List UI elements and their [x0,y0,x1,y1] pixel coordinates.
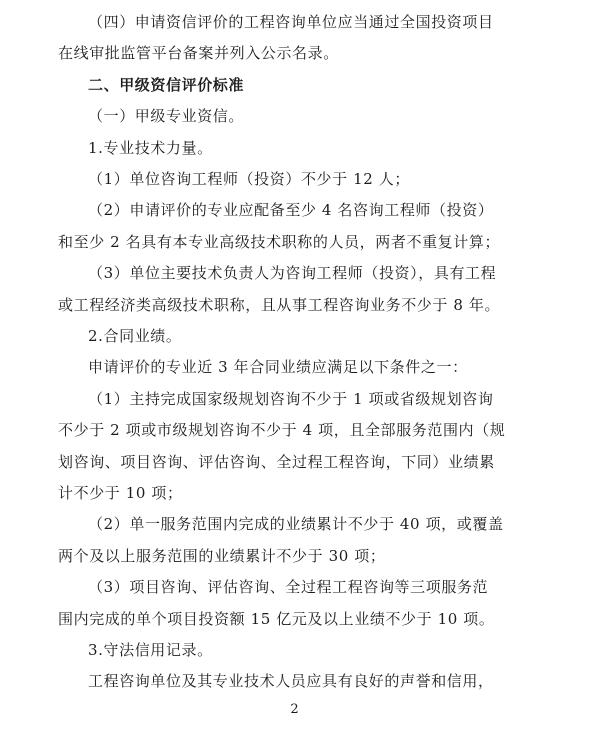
section-heading: 二、甲级资信评价标准 [88,75,245,94]
paragraph-line: 和至少 2 名具有本专业高级技术职称的人员，两者不重复计算； [58,232,501,251]
item-heading: 3.守法信用记录。 [88,641,213,659]
subsection-heading: （一）甲级专业资信。 [88,107,245,126]
paragraph-line: 围内完成的单个项目投资额 15 亿元及以上业绩不少于 10 项。 [58,609,495,628]
paragraph-line: 不少于 2 项或市级规划咨询不少于 4 项，且全部服务范围内（规 [58,421,506,440]
paragraph-line: 两个及以上服务范围的业绩累计不少于 30 项； [58,546,386,565]
paragraph-line: （2）申请评价的专业应配备至少 4 名咨询工程师（投资） [88,201,494,220]
paragraph-line: （2）单一服务范围内完成的业绩累计不少于 40 项，或覆盖 [88,515,504,534]
paragraph-line: 申请评价的专业近 3 年合同业绩应满足以下条件之一： [88,358,468,377]
page-number: 2 [290,702,299,717]
paragraph-line: （四）申请资信评价的工程咨询单位应当通过全国投资项目 [88,13,494,31]
paragraph-line: （1）单位咨询工程师（投资）不少于 12 人； [88,170,410,188]
paragraph-line: （3）项目咨询、评估咨询、全过程工程咨询等三项服务范 [88,578,489,597]
item-heading: 2.合同业绩。 [88,327,182,345]
paragraph-line: 划咨询、项目咨询、评估咨询、全过程工程咨询，下同）业绩累 [58,452,495,471]
item-heading: 1.专业技术力量。 [88,138,213,157]
paragraph-line: 计不少于 10 项； [58,484,183,502]
paragraph-line: 在线审批监管平台备案并列入公示名录。 [58,44,339,63]
paragraph-line: （1）主持完成国家级规划咨询不少于 1 项或省级规划咨询 [88,389,494,408]
paragraph-line: （3）单位主要技术负责人为咨询工程师（投资），具有工程 [88,264,497,283]
paragraph-line: 或工程经济类高级技术职称，且从事工程咨询业务不少于 8 年。 [58,295,501,314]
paragraph-line: 工程咨询单位及其专业技术人员应具有良好的声誉和信用， [88,672,494,691]
